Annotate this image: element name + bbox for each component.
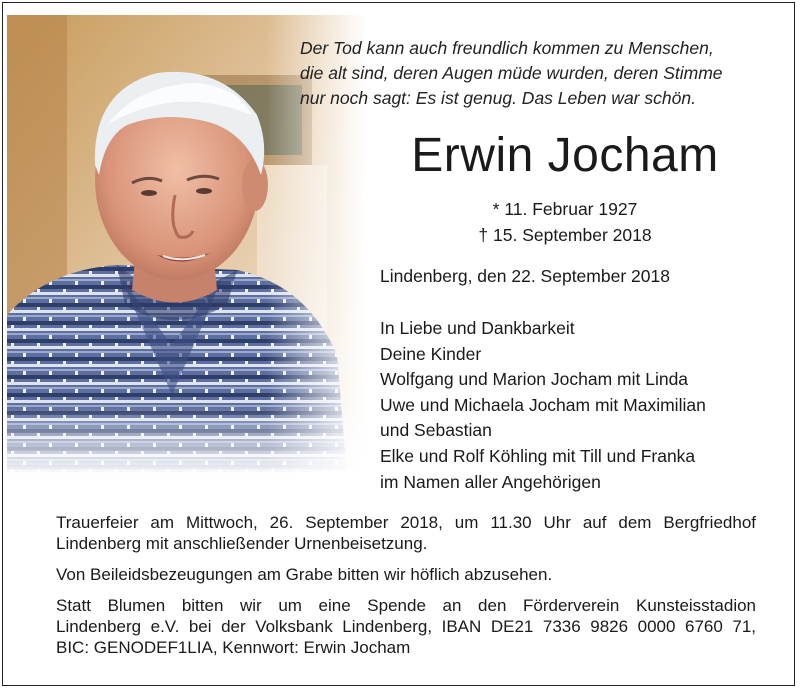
- deceased-name: Erwin Jocham: [411, 129, 719, 182]
- mourner-line: In Liebe und Dankbarkeit: [380, 318, 575, 338]
- motto-line: nur noch sagt: Es ist genug. Das Leben war schön.: [300, 88, 696, 108]
- life-dates: [395, 196, 735, 248]
- donation-line: Lindenberg e.V. bei der Volksbank Lindenberg, IBAN DE21 7336 9826 0000 6760 71,: [56, 617, 756, 636]
- birth-date: * 11. Februar 1927: [492, 199, 638, 219]
- donation-line: Statt Blumen bitten wir um eine Spende an den Förderverein Kunsteisstadion: [56, 596, 756, 615]
- donation-line: BIC: GENODEF1LIA, Kennwort: Erwin Jocham: [56, 638, 411, 657]
- funeral-line: Trauerfeier am Mittwoch, 26. September 2018, um 11.30 Uhr auf dem Bergfriedhof: [56, 513, 756, 532]
- funeral-notices: [56, 512, 756, 668]
- motto-line: Der Tod kann auch freundlich kommen zu Menschen,: [300, 38, 714, 58]
- motto-quote: [300, 36, 770, 111]
- mourner-line: Uwe und Michaela Jocham mit Maximilian: [380, 394, 706, 415]
- donation-notice: [56, 595, 756, 658]
- mourner-line: Deine Kinder: [380, 343, 482, 364]
- mourner-line: Elke und Rolf Köhling mit Till und Franka: [380, 445, 696, 466]
- condolence-notice: [56, 564, 756, 585]
- place-and-date: Lindenberg, den 22. September 2018: [380, 266, 670, 286]
- mourners-list: [380, 316, 706, 495]
- mourner-line: im Namen aller Angehörigen: [380, 471, 601, 492]
- motto-line: die alt sind, deren Augen müde wurden, deren Stimme: [300, 63, 723, 83]
- condolence-line: Von Beileidsbezeugungen am Grabe bitten wir höflich abzusehen.: [56, 565, 553, 584]
- mourner-line: und Sebastian: [380, 420, 492, 441]
- funeral-line: Lindenberg mit anschließender Urnenbeisetzung.: [56, 534, 428, 553]
- death-date: † 15. September 2018: [478, 225, 652, 245]
- funeral-notice: [56, 512, 756, 554]
- mourner-line: Wolfgang und Marion Jocham mit Linda: [380, 369, 689, 390]
